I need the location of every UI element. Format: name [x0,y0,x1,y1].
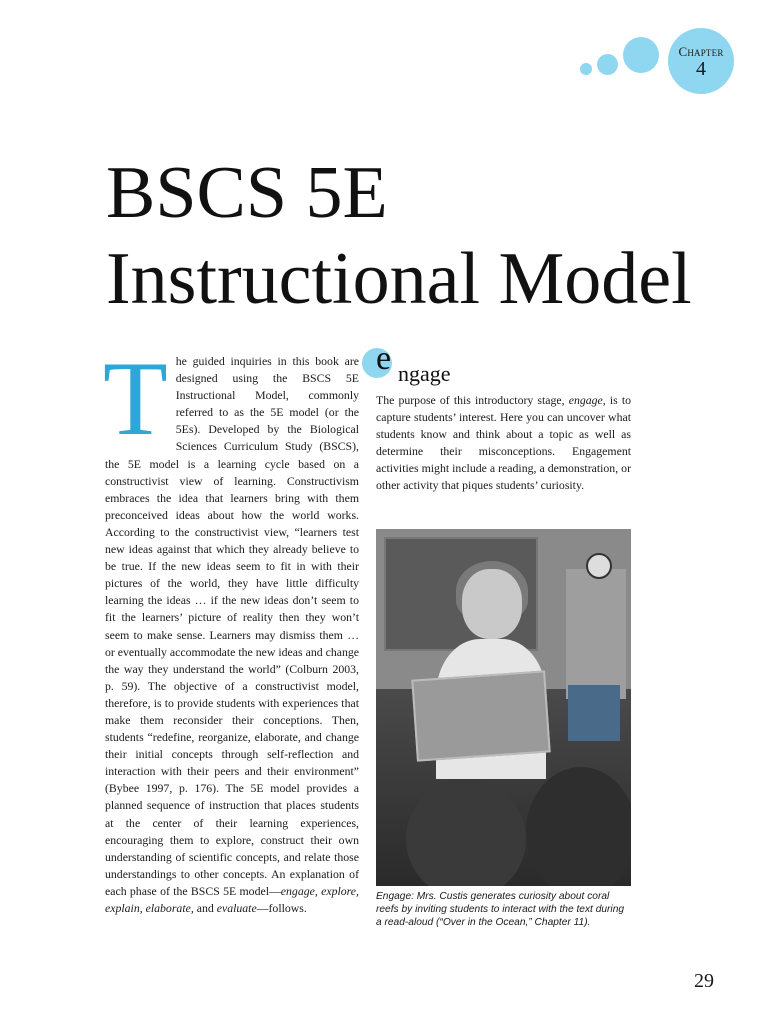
intro-text: he guided inquiries in this book are designed using the BSCS 5E Instructional Model, commonly referred to as the 5E model (or the 5Es). Developed by the Biological Sciences Curriculum Study (BSCS), the 5E model is a learning cycle based on a constructivist view of learning. Constructivism embraces the idea that learners bring with them preconceived ideas about how the world works. According to the constructivist view, “learners test new ideas against that which they already believe to be true. If the new ideas seem to fit in with their pictures of the world, they have little difficulty learning the ideas … if the new ideas don’t seem to fit the learners’ picture of reality then they won’t seem to make sense. Learners may dismiss them … or eventually accommodate the new ideas and change the way they understand the world” (Colburn 2003, p. 59). The objective of a constructivist model, therefore, is to provide students with experiences that make them reconsider their conceptions. Then, students “redefine, reorganize, elaborate, and change their initial concepts through self-reflection and interaction with their peers and their environment” (Bybee 1997, p. 176). The 5E model provides a planned sequence of instruction that places students at the center of their learning experiences, encouraging them to explore, construct their own understanding of scientific concepts, and relate those understandings to other concepts. An explanation of each phase of the BSCS 5E model— [105,354,359,898]
intro-tail: —follows. [256,901,307,915]
photo-book [411,670,550,761]
drop-cap: T [103,340,168,457]
page-number: 29 [694,970,714,992]
title-line-2: Instructional Model [106,238,692,320]
decorative-dot-small [580,63,592,75]
intro-phases: engage, explore, explain, elaborate, [105,883,359,915]
decorative-dot-medium [597,54,618,75]
intro-and: and [193,901,217,915]
intro-column [103,340,359,917]
page-title [106,150,746,322]
engage-paragraph [376,392,631,494]
engage-text-after: is to capture students’ interest. Here you can uncover what students know and think about a topic as well as determine their misconceptions. Engagement activities might include a reading, a demonstration, or other activity that piques students’ curiosity. [376,393,631,492]
photo-caption: Engage: Mrs. Custis generates curiosity about coral reefs by inviting students to interact with the text during a read-aloud (“Over in the Ocean,” Chapter 11). [376,891,625,928]
engage-term: engage, [568,393,606,407]
chapter-label: Chapter [678,44,724,59]
engage-text-before: The purpose of this introductory stage, [376,393,569,407]
engage-heading-rest: ngage [398,361,451,386]
engage-section [376,340,631,494]
photo-student-2 [526,767,631,886]
photo-door [566,569,626,699]
photo-teacher-face [462,569,522,639]
chapter-number: 4 [696,58,706,80]
photo-clock [586,553,612,579]
classroom-photo [376,529,631,886]
photo-student-1 [406,779,526,886]
intro-last-phase: evaluate [216,901,257,915]
photo-shelf-book [568,685,620,741]
engage-heading-initial: e [376,340,392,377]
engage-heading [376,340,631,392]
title-line-1: BSCS 5E [106,152,388,234]
chapter-badge [668,28,734,94]
decorative-dot-large [623,37,659,73]
